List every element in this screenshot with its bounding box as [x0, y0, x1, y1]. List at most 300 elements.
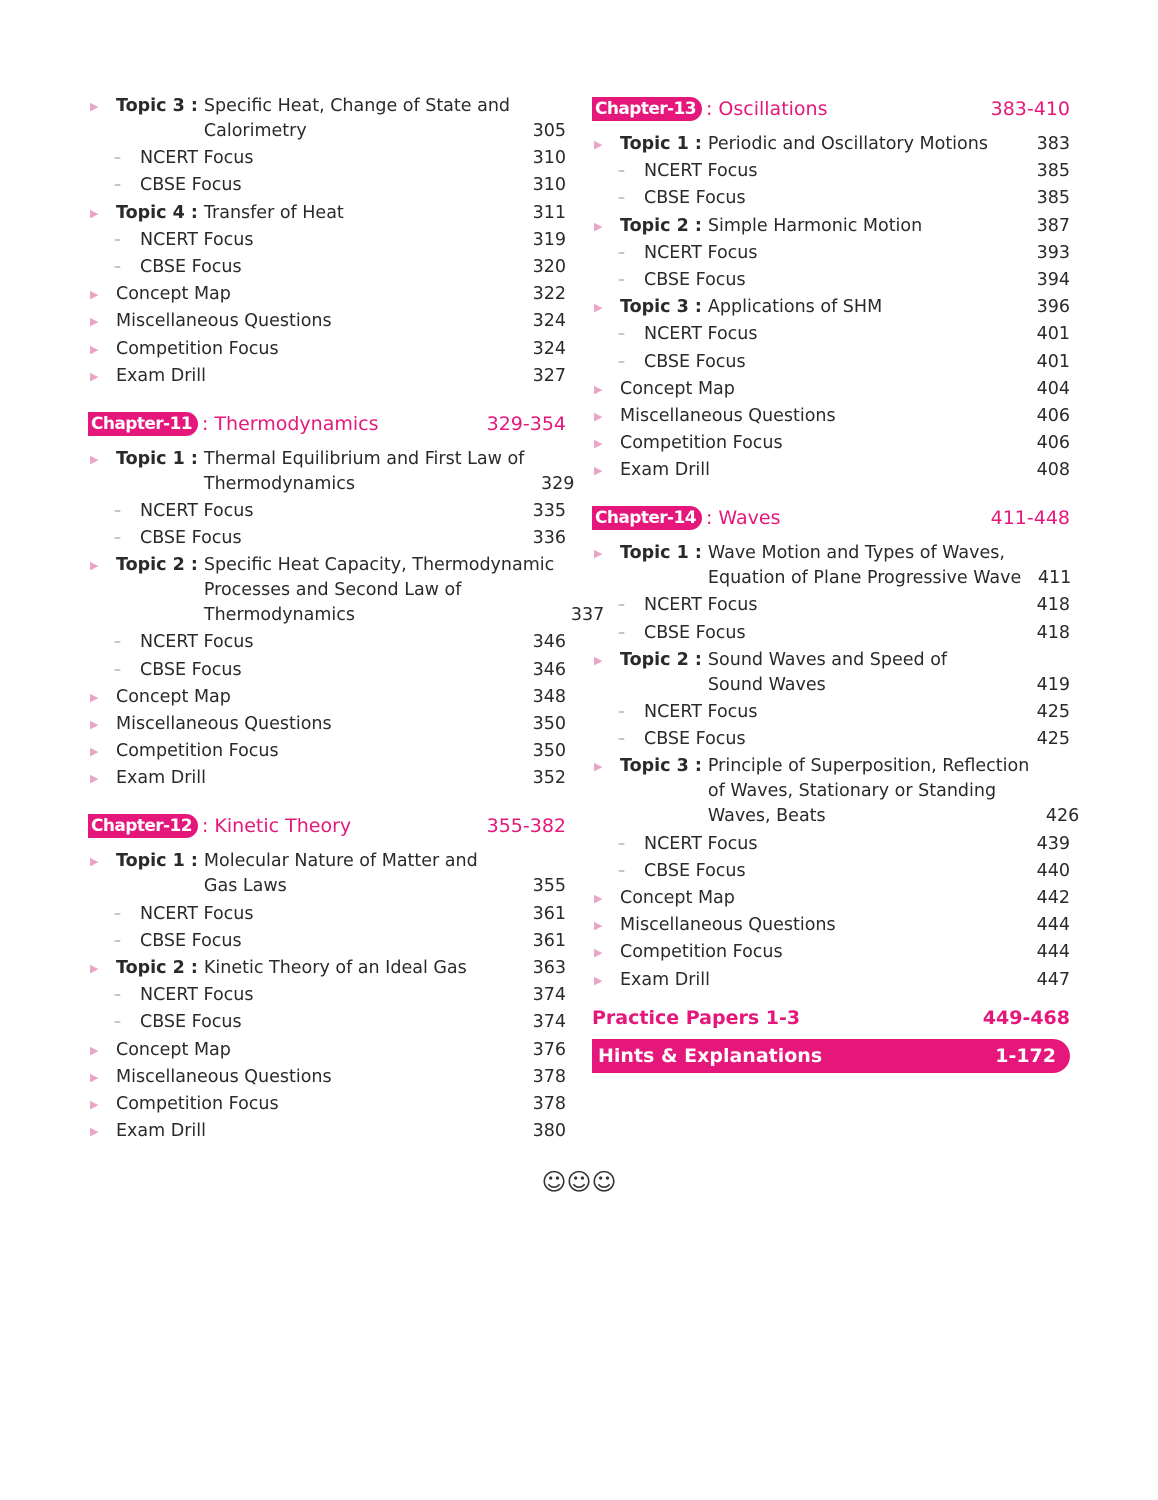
dash-bullet-icon: –: [618, 190, 625, 207]
page-number: 401: [1036, 324, 1070, 345]
entry-text: [116, 553, 554, 628]
page-number: 346: [532, 659, 566, 680]
entry-title: [116, 364, 206, 389]
sub-entry[interactable]: [88, 255, 566, 280]
triangle-bullet-icon: ▶: [90, 690, 99, 704]
entry-text: [116, 712, 516, 737]
entry-text: [116, 201, 516, 226]
entry-text: [116, 94, 516, 144]
entry-title-line: CBSE Focus: [140, 1012, 242, 1033]
chapter-page-range: 329-354: [486, 412, 566, 435]
entry-title: [708, 754, 1029, 829]
toc-entry[interactable]: [88, 1065, 566, 1090]
triangle-bullet-icon: ▶: [90, 369, 99, 383]
entry-text: [116, 282, 516, 307]
entry-text: [620, 968, 1020, 993]
chapter-heading[interactable]: [88, 409, 566, 439]
practice-papers-range: 449-468: [982, 1006, 1070, 1029]
entry-title-line: Miscellaneous Questions: [116, 1066, 332, 1087]
entry-text: [140, 499, 516, 524]
dash-bullet-icon: –: [114, 177, 121, 194]
topic-entry[interactable]: [88, 956, 566, 981]
dash-bullet-icon: –: [114, 905, 121, 922]
sub-entry[interactable]: [592, 350, 1070, 375]
triangle-bullet-icon: ▶: [90, 100, 99, 113]
entry-title: [620, 886, 735, 911]
toc-entry[interactable]: [88, 766, 566, 791]
chapter-page-range: 355-382: [486, 815, 566, 838]
topic-label: Topic 2 :: [620, 215, 702, 236]
entry-title: [116, 766, 206, 791]
entry-title: [644, 186, 746, 211]
entry-text: [140, 526, 516, 551]
entry-title-line: of Waves, Stationary or Standing: [707, 781, 997, 802]
toc-entry[interactable]: [88, 685, 566, 710]
entry-title: [116, 337, 279, 362]
triangle-bullet-icon: ▶: [594, 437, 603, 451]
entry-text: [140, 173, 516, 198]
entry-title-line: NCERT Focus: [644, 595, 758, 616]
entry-title: [204, 201, 344, 226]
entry-title: [116, 1038, 231, 1063]
topic-entry[interactable]: [88, 94, 566, 144]
entry-title-line: Calorimetry: [203, 121, 307, 141]
entry-title: [204, 94, 510, 144]
entry-title-line: Simple Harmonic Motion: [707, 215, 923, 236]
toc-entry[interactable]: [592, 458, 1070, 483]
entry-title: [140, 929, 242, 954]
entry-title: [644, 859, 746, 884]
topic-entry[interactable]: [592, 214, 1070, 239]
page-number: 401: [1036, 351, 1070, 372]
triangle-bullet-icon: ▶: [90, 745, 99, 759]
entry-title: [620, 404, 836, 429]
topic-entry[interactable]: [592, 648, 1070, 698]
entry-title-line: NCERT Focus: [644, 833, 758, 854]
entry-text: [620, 132, 1020, 157]
entry-title-line: Periodic and Oscillatory Motions: [707, 134, 988, 154]
page-number: 310: [532, 148, 566, 169]
entry-title: [644, 832, 758, 857]
dash-bullet-icon: –: [618, 326, 625, 343]
hints-label: Hints & Explanations: [598, 1044, 823, 1067]
entry-title: [644, 621, 746, 646]
toc-entry[interactable]: [88, 712, 566, 737]
page-number: 374: [532, 985, 566, 1006]
chapter-title: : Thermodynamics: [201, 412, 379, 435]
topic-entry[interactable]: [88, 553, 605, 628]
page-number: 352: [532, 768, 566, 789]
entry-title-line: NCERT Focus: [644, 242, 758, 263]
toc-entry[interactable]: [88, 337, 566, 362]
triangle-bullet-icon: ▶: [594, 382, 603, 396]
entry-title-line: NCERT Focus: [644, 324, 758, 345]
page-number: 305: [532, 121, 566, 141]
entry-title-line: CBSE Focus: [644, 622, 746, 643]
toc-entry[interactable]: [592, 377, 1070, 402]
entry-title-line: Competition Focus: [116, 338, 279, 359]
entry-title: [116, 1065, 332, 1090]
dash-bullet-icon: –: [114, 231, 121, 248]
topic-label: Topic 2 :: [116, 957, 198, 978]
entry-title: [644, 700, 758, 725]
sub-entry[interactable]: [88, 983, 566, 1008]
entry-text: [140, 983, 516, 1008]
entry-title-line: Specific Heat, Change of State and: [203, 96, 511, 116]
entry-text: [140, 1010, 516, 1035]
sub-entry[interactable]: [88, 658, 566, 683]
chapter-heading[interactable]: [592, 94, 1070, 124]
page-number: 404: [1036, 378, 1070, 399]
page-number: 444: [1036, 942, 1070, 963]
sub-entry[interactable]: [88, 526, 566, 551]
dash-bullet-icon: –: [618, 597, 625, 614]
hints-explanations-bar[interactable]: [592, 1039, 1070, 1073]
topic-label: Topic 3 :: [116, 96, 198, 116]
page-number: 383: [1036, 134, 1070, 154]
dash-bullet-icon: –: [618, 624, 625, 641]
entry-text: [116, 849, 516, 899]
practice-papers-entry[interactable]: [592, 1007, 1070, 1029]
entry-text: [644, 322, 1020, 347]
entry-text: [644, 268, 1020, 293]
entry-title: [644, 350, 746, 375]
entry-text: [620, 404, 1020, 429]
page-number: 418: [1036, 622, 1070, 643]
topic-label: Topic 3 :: [620, 756, 702, 777]
triangle-bullet-icon: ▶: [90, 1097, 99, 1111]
sub-entry[interactable]: [592, 593, 1070, 618]
dash-bullet-icon: –: [618, 835, 625, 852]
entry-title-line: NCERT Focus: [644, 161, 758, 182]
entry-title-line: Waves, Beats: [707, 806, 826, 827]
toc-entry[interactable]: [88, 364, 566, 389]
sub-entry[interactable]: [592, 241, 1070, 266]
toc-entry[interactable]: [592, 940, 1070, 965]
footer-smileys: ☺☺☺: [541, 1168, 617, 1196]
triangle-bullet-icon: ▶: [594, 891, 603, 905]
entry-title-line: Competition Focus: [116, 741, 279, 762]
topic-entry[interactable]: [592, 541, 1070, 591]
entry-title: [140, 658, 242, 683]
entry-text: [116, 1092, 516, 1117]
topic-label: Topic 2 :: [620, 649, 702, 670]
topic-label: Topic 1 :: [116, 851, 198, 872]
sub-entry[interactable]: [88, 173, 566, 198]
entry-text: [644, 832, 1020, 857]
dash-bullet-icon: –: [618, 704, 625, 720]
dash-bullet-icon: –: [618, 862, 625, 879]
page-number: 361: [532, 903, 566, 924]
toc-entry[interactable]: [88, 1038, 566, 1063]
entry-title-line: Miscellaneous Questions: [116, 311, 332, 332]
entry-title: [140, 146, 254, 171]
entry-title-line: CBSE Focus: [140, 659, 242, 680]
entry-title-line: Concept Map: [620, 887, 735, 908]
entry-title-line: Concept Map: [116, 284, 231, 305]
entry-title-line: CBSE Focus: [644, 729, 746, 750]
entry-title: [140, 173, 242, 198]
topic-entry[interactable]: [592, 132, 1070, 157]
triangle-bullet-icon: ▶: [90, 961, 99, 975]
entry-title-line: Specific Heat Capacity, Thermodynamic: [203, 555, 555, 576]
entry-title-line: CBSE Focus: [644, 269, 746, 290]
chapter-badge: Chapter-12: [88, 814, 198, 838]
toc-entry[interactable]: [592, 913, 1070, 938]
sub-entry[interactable]: [592, 186, 1070, 211]
dash-bullet-icon: –: [618, 163, 625, 180]
topic-label: Topic 1 :: [620, 543, 702, 564]
triangle-bullet-icon: ▶: [594, 409, 603, 423]
page-number: 355: [532, 876, 566, 897]
chapter-title: : Kinetic Theory: [201, 815, 352, 838]
chapter-page-range: 383-410: [990, 98, 1070, 120]
triangle-bullet-icon: ▶: [90, 855, 99, 869]
entry-title: [644, 727, 746, 752]
sub-entry[interactable]: [88, 499, 566, 524]
entry-title: [140, 228, 254, 253]
page-number: 425: [1036, 729, 1070, 750]
entry-title: [140, 983, 254, 1008]
entry-text: [644, 241, 1020, 266]
entry-title: [708, 295, 882, 320]
entry-title-line: NCERT Focus: [140, 500, 254, 521]
page-number: 419: [1036, 674, 1070, 695]
entry-title: [140, 902, 254, 927]
dash-bullet-icon: –: [114, 150, 121, 167]
triangle-bullet-icon: ▶: [90, 1043, 99, 1057]
sub-entry[interactable]: [592, 832, 1070, 857]
entry-text: [644, 350, 1020, 375]
page-number: 378: [532, 1093, 566, 1114]
entry-title-line: Competition Focus: [620, 433, 783, 454]
entry-text: [620, 377, 1020, 402]
entry-text: [644, 727, 1020, 752]
dash-bullet-icon: –: [114, 502, 121, 519]
chapter-heading[interactable]: [88, 811, 566, 841]
entry-title-line: CBSE Focus: [140, 175, 242, 196]
entry-text: [140, 630, 516, 655]
dash-bullet-icon: –: [114, 258, 121, 275]
triangle-bullet-icon: ▶: [594, 919, 603, 933]
entry-title: [204, 553, 554, 628]
triangle-bullet-icon: ▶: [90, 342, 99, 356]
toc-entry[interactable]: [88, 1119, 566, 1144]
topic-entry[interactable]: [592, 295, 1070, 320]
entry-text: [644, 593, 1020, 618]
topic-entry[interactable]: [88, 849, 566, 899]
entry-title-line: CBSE Focus: [140, 528, 242, 549]
sub-entry[interactable]: [592, 159, 1070, 184]
entry-text: [644, 700, 1020, 725]
topic-label: Topic 1 :: [116, 448, 198, 469]
entry-text: [620, 431, 1020, 456]
page-number: 346: [532, 632, 566, 653]
page-number: 444: [1036, 915, 1070, 936]
page-number: 440: [1036, 860, 1070, 881]
entry-title: [644, 593, 758, 618]
toc-entry[interactable]: [592, 886, 1070, 911]
chapter-badge: Chapter-14: [592, 506, 702, 530]
entry-title: [620, 913, 836, 938]
page-number: 411: [1037, 568, 1072, 589]
triangle-bullet-icon: ▶: [90, 1070, 99, 1084]
sub-entry[interactable]: [592, 859, 1070, 884]
entry-title-line: Competition Focus: [116, 1093, 279, 1114]
toc-entry[interactable]: [592, 968, 1070, 993]
page-number: 418: [1036, 595, 1070, 616]
entry-text: [644, 859, 1020, 884]
entry-title-line: Equation of Plane Progressive Wave: [707, 568, 1022, 589]
entry-title-line: CBSE Focus: [140, 256, 242, 277]
triangle-bullet-icon: ▶: [90, 772, 99, 786]
entry-title-line: NCERT Focus: [140, 148, 254, 169]
toc-entry[interactable]: [592, 431, 1070, 456]
sub-entry[interactable]: [592, 268, 1070, 293]
dash-bullet-icon: –: [618, 731, 625, 748]
entry-title-line: CBSE Focus: [644, 351, 746, 372]
topic-label: Topic 1 :: [620, 134, 702, 154]
entry-title: [116, 1092, 279, 1117]
entry-title: [116, 309, 332, 334]
entry-title-line: Applications of SHM: [707, 297, 883, 318]
toc-entry[interactable]: [88, 1092, 566, 1117]
chapter-heading[interactable]: [592, 503, 1070, 533]
entry-text: [116, 1065, 516, 1090]
sub-entry[interactable]: [88, 630, 566, 655]
topic-label: Topic 2 :: [116, 555, 198, 576]
page-number: 322: [532, 284, 566, 305]
entry-title: [116, 712, 332, 737]
sub-entry[interactable]: [88, 228, 566, 253]
triangle-bullet-icon: ▶: [90, 288, 99, 302]
entry-title: [140, 1010, 242, 1035]
toc-right-column: [592, 94, 1080, 1073]
entry-text: [620, 754, 1029, 829]
entry-title-line: Exam Drill: [116, 1121, 207, 1142]
entry-title-line: NCERT Focus: [140, 632, 254, 653]
topic-entry[interactable]: [88, 447, 575, 497]
toc-entry[interactable]: [88, 739, 566, 764]
page-number: 394: [1036, 269, 1070, 290]
page-number: 327: [532, 365, 566, 386]
dash-bullet-icon: –: [618, 271, 625, 288]
entry-title-line: Molecular Nature of Matter and: [203, 851, 478, 872]
triangle-bullet-icon: ▶: [594, 946, 603, 960]
triangle-bullet-icon: ▶: [90, 1125, 99, 1139]
entry-text: [116, 1038, 516, 1063]
dash-bullet-icon: –: [114, 1014, 121, 1031]
entry-title-line: NCERT Focus: [644, 702, 758, 722]
entry-title-line: Competition Focus: [620, 942, 783, 963]
page-number: 350: [532, 714, 566, 734]
entry-title: [620, 377, 735, 402]
page-number: 348: [532, 686, 566, 707]
dash-bullet-icon: –: [114, 634, 121, 651]
page-number: 425: [1036, 702, 1070, 722]
entry-title-line: Thermodynamics: [203, 473, 356, 494]
dash-bullet-icon: –: [114, 932, 121, 949]
entry-title: [116, 1119, 206, 1144]
entry-title-line: Gas Laws: [203, 876, 287, 897]
entry-text: [620, 214, 1020, 239]
entry-title-line: Exam Drill: [620, 969, 711, 990]
triangle-bullet-icon: ▶: [90, 206, 99, 220]
triangle-bullet-icon: ▶: [90, 315, 99, 329]
practice-papers-label: Practice Papers 1-3: [592, 1006, 801, 1029]
topic-label: Topic 4 :: [116, 202, 198, 223]
entry-text: [140, 658, 516, 683]
page-number: 378: [532, 1066, 566, 1087]
sub-entry[interactable]: [88, 146, 566, 171]
toc-entry[interactable]: [592, 404, 1070, 429]
page-number: 363: [532, 957, 566, 978]
entry-text: [644, 159, 1020, 184]
entry-title-line: Exam Drill: [116, 365, 207, 386]
entry-title: [116, 739, 279, 764]
chapter-title: : Waves: [705, 507, 781, 530]
page-number: 320: [532, 256, 566, 277]
dash-bullet-icon: –: [618, 244, 625, 261]
entry-title-line: Exam Drill: [620, 460, 711, 481]
entry-title: [620, 431, 783, 456]
page-number: 324: [532, 311, 566, 332]
sub-entry[interactable]: [88, 1010, 566, 1035]
page-number: 324: [532, 338, 566, 359]
entry-text: [116, 364, 516, 389]
entry-title: [204, 956, 467, 981]
entry-text: [116, 309, 516, 334]
entry-title-line: Sound Waves: [707, 674, 826, 695]
topic-entry[interactable]: [592, 754, 1080, 829]
sub-entry[interactable]: [88, 929, 566, 954]
entry-title-line: Miscellaneous Questions: [116, 714, 332, 734]
entry-title: [620, 968, 710, 993]
entry-title-line: Thermal Equilibrium and First Law of: [203, 448, 525, 469]
entry-title-line: Kinetic Theory of an Ideal Gas: [203, 957, 467, 978]
entry-title: [140, 630, 254, 655]
entry-title-line: Miscellaneous Questions: [620, 405, 836, 426]
toc-left-column: [88, 94, 605, 1146]
entry-title: [620, 940, 783, 965]
entry-title: [140, 526, 242, 551]
page-number: 406: [1036, 405, 1070, 426]
page-number: 311: [532, 202, 566, 223]
dash-bullet-icon: –: [114, 530, 121, 547]
topic-entry[interactable]: [88, 201, 566, 226]
entry-text: [644, 186, 1020, 211]
sub-entry[interactable]: [592, 727, 1070, 752]
toc-entry[interactable]: [88, 282, 566, 307]
triangle-bullet-icon: ▶: [90, 718, 99, 731]
entry-title: [644, 322, 758, 347]
entry-title-line: CBSE Focus: [644, 188, 746, 209]
entry-title: [204, 447, 524, 497]
triangle-bullet-icon: ▶: [594, 760, 603, 774]
sub-entry[interactable]: [592, 700, 1070, 725]
dash-bullet-icon: –: [114, 987, 121, 1004]
entry-text: [644, 621, 1020, 646]
sub-entry[interactable]: [88, 902, 566, 927]
triangle-bullet-icon: ▶: [594, 464, 603, 478]
toc-entry[interactable]: [88, 309, 566, 334]
sub-entry[interactable]: [592, 621, 1070, 646]
entry-text: [140, 146, 516, 171]
sub-entry[interactable]: [592, 322, 1070, 347]
entry-text: [140, 228, 516, 253]
entry-text: [620, 458, 1020, 483]
entry-text: [116, 766, 516, 791]
